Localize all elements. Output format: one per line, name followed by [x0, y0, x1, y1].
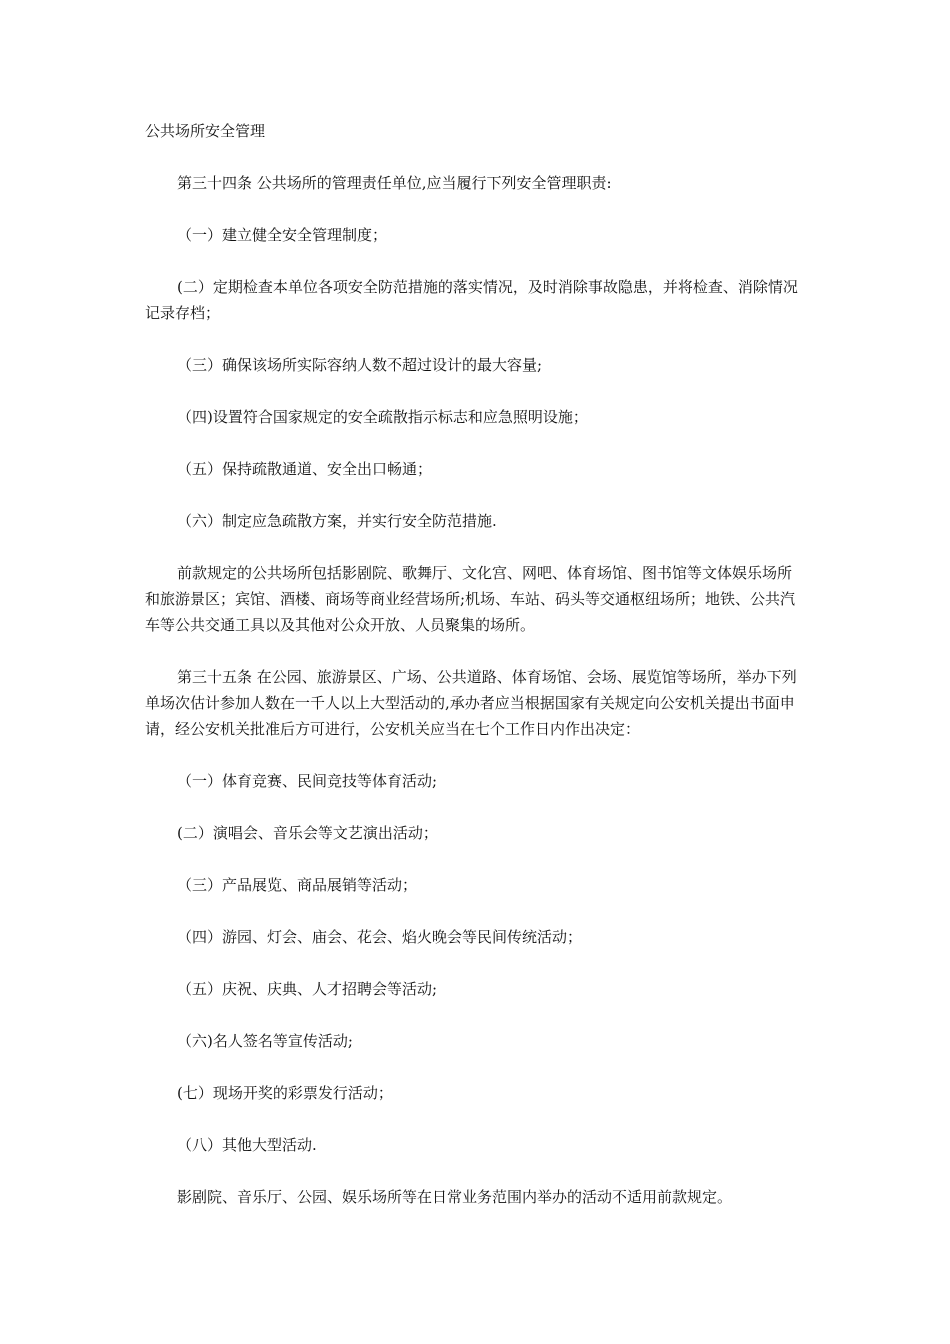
article-34-item-2: (二）定期检查本单位各项安全防范措施的落实情况，及时消除事故隐患，并将检查、消除情况记录存档；: [145, 278, 798, 322]
article-34-item-5: （五）保持疏散通道、安全出口畅通；: [177, 460, 433, 478]
document-title: 公共场所安全管理: [145, 122, 266, 140]
article-35-note: 影剧院、音乐厅、公园、娱乐场所等在日常业务范围内举办的活动不适用前款规定。: [177, 1188, 733, 1206]
article-35-item-7: (七）现场开奖的彩票发行活动；: [177, 1084, 393, 1102]
article-34-note: 前款规定的公共场所包括影剧院、歌舞厅、文化宫、网吧、体育场馆、图书馆等文体娱乐场所和旅游景区；宾馆、酒楼、商场等商业经营场所;机场、车站、码头等交通枢纽场所；地铁、公共汽车等公共交通工具以及其他对公众开放、人员聚集的场所。: [145, 564, 796, 634]
article-35-item-8: （八）其他大型活动.: [177, 1136, 317, 1154]
article-35-item-3: （三）产品展览、商品展销等活动；: [177, 876, 418, 894]
article-35-item-6: （六)名人签名等宣传活动;: [177, 1032, 353, 1050]
article-35-item-4: （四）游园、灯会、庙会、花会、焰火晚会等民间传统活动；: [177, 928, 583, 946]
article-35-item-1: （一）体育竞赛、民间竞技等体育活动;: [177, 772, 438, 790]
article-35-intro: 第三十五条 在公园、旅游景区、广场、公共道路、体育场馆、会场、展览馆等场所，举办下列单场次估计参加人数在一千人以上大型活动的,承办者应当根据国家有关规定向公安机关提出书面申请，经公安机关批准后方可进行，公安机关应当在七个工作日内作出决定：: [145, 668, 797, 738]
article-35-item-2: (二）演唱会、音乐会等文艺演出活动；: [177, 824, 438, 842]
article-34-item-3: （三）确保该场所实际容纳人数不超过设计的最大容量;: [177, 356, 543, 374]
article-34-item-4: （四)设置符合国家规定的安全疏散指示标志和应急照明设施；: [177, 408, 588, 426]
article-34-item-6: （六）制定应急疏散方案，并实行安全防范措施.: [177, 512, 497, 530]
article-34-intro: 第三十四条 公共场所的管理责任单位,应当履行下列安全管理职责:: [177, 174, 612, 192]
article-34-item-1: （一）建立健全安全管理制度；: [177, 226, 388, 244]
article-35-item-5: （五）庆祝、庆典、人才招聘会等活动;: [177, 980, 438, 998]
document-body: [145, 118, 805, 1236]
